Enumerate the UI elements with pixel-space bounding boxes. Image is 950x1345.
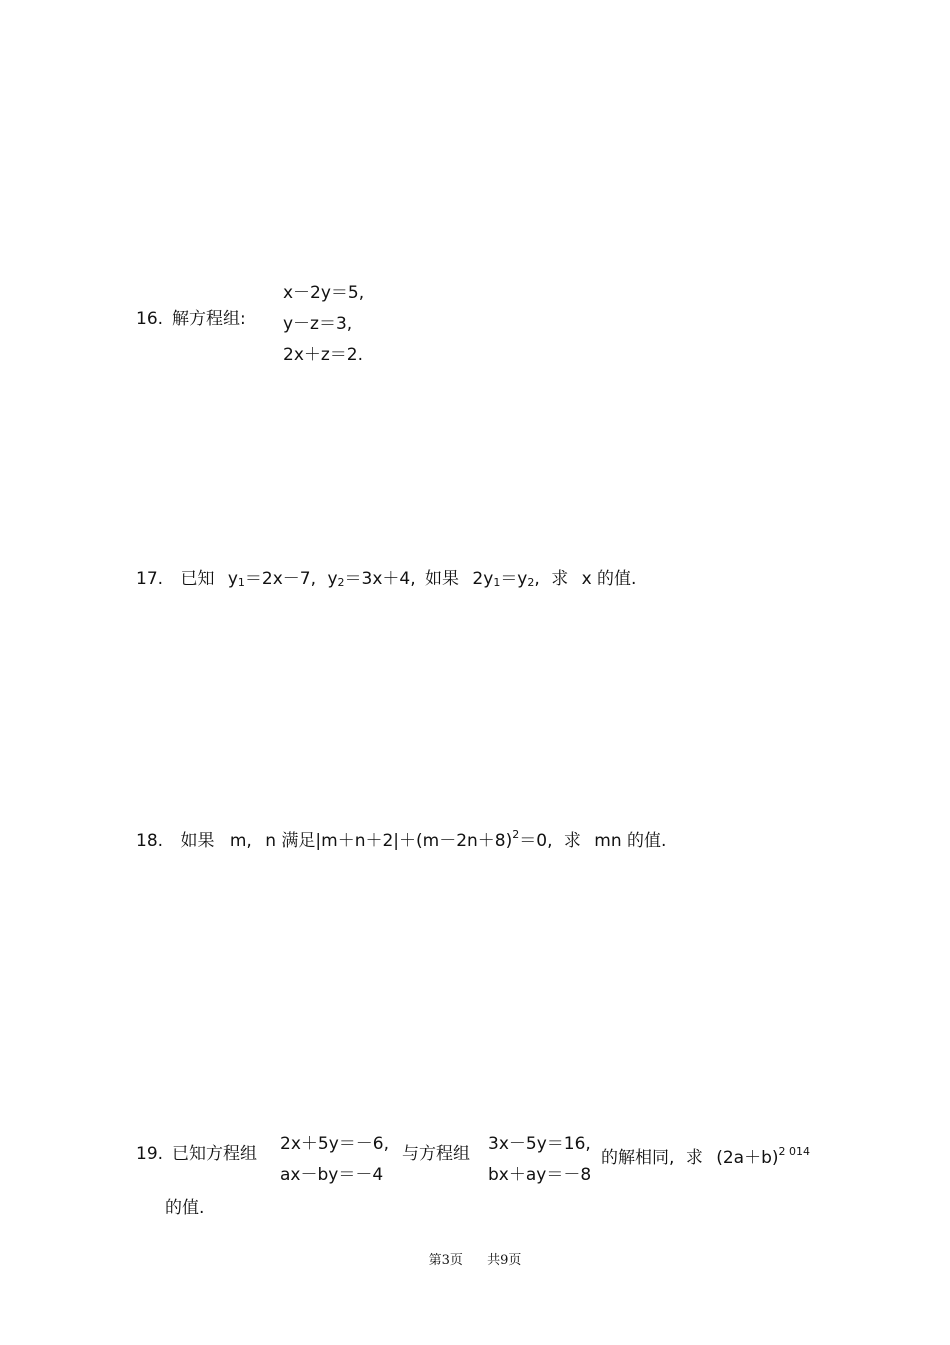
page-number: 第3页 <box>428 1253 463 1268</box>
math-text: 2y <box>472 569 494 589</box>
question-text: 已知 <box>180 569 215 589</box>
page-footer <box>0 1249 950 1268</box>
question-tail <box>601 1143 810 1168</box>
question-label: 解方程组: <box>172 309 246 329</box>
question-number: 19. <box>136 1144 164 1164</box>
math-text: y <box>227 569 238 589</box>
question-number: 16. <box>136 309 164 329</box>
equation-line: 2x＋z＝2. <box>283 345 364 365</box>
math-text: (2a＋b) <box>716 1148 779 1168</box>
math-text: ＝2x－7, <box>244 569 317 589</box>
question-continuation: 的值. <box>165 1198 205 1218</box>
question-number: 18. <box>136 831 164 851</box>
equation-line: bx＋ay＝－8 <box>488 1165 592 1185</box>
question-text: 求 <box>563 831 581 851</box>
math-text: m, <box>229 831 252 851</box>
question-text: 如果 <box>180 831 215 851</box>
question-number: 17. <box>136 569 164 589</box>
question-text: 求 <box>551 569 569 589</box>
subscript: 1 <box>493 576 501 589</box>
question-text: 求 <box>685 1148 703 1168</box>
subscript: 1 <box>237 576 245 589</box>
equation-line: 3x－5y＝16, <box>488 1134 591 1154</box>
question-text: mn 的值. <box>594 831 667 851</box>
question-17 <box>136 564 636 589</box>
subscript: 2 <box>337 576 345 589</box>
equation-line: ax－by＝－4 <box>280 1165 384 1185</box>
equation-line: y－z＝3, <box>283 314 353 334</box>
math-text: ＝3x＋4, <box>344 569 416 589</box>
question-text: x 的值. <box>581 569 637 589</box>
equation-line: 2x＋5y＝－6, <box>280 1134 389 1154</box>
equation-line: x－2y＝5, <box>283 283 365 303</box>
question-text: 如果 <box>425 569 460 589</box>
question-18 <box>136 826 666 851</box>
superscript: 2 <box>512 828 520 841</box>
question-label: 已知方程组 <box>172 1144 257 1164</box>
math-text: , <box>534 569 540 589</box>
math-text: n 满足|m＋n＋2|＋(m－2n＋8) <box>265 831 513 851</box>
superscript: 2 014 <box>778 1145 811 1158</box>
page-total: 共9页 <box>487 1253 522 1268</box>
question-text: 与方程组 <box>402 1144 470 1164</box>
math-text: y <box>327 569 338 589</box>
question-text: 的解相同, <box>601 1148 675 1168</box>
subscript: 2 <box>527 576 535 589</box>
math-text: ＝y <box>500 569 528 589</box>
math-text: ＝0, <box>519 831 553 851</box>
